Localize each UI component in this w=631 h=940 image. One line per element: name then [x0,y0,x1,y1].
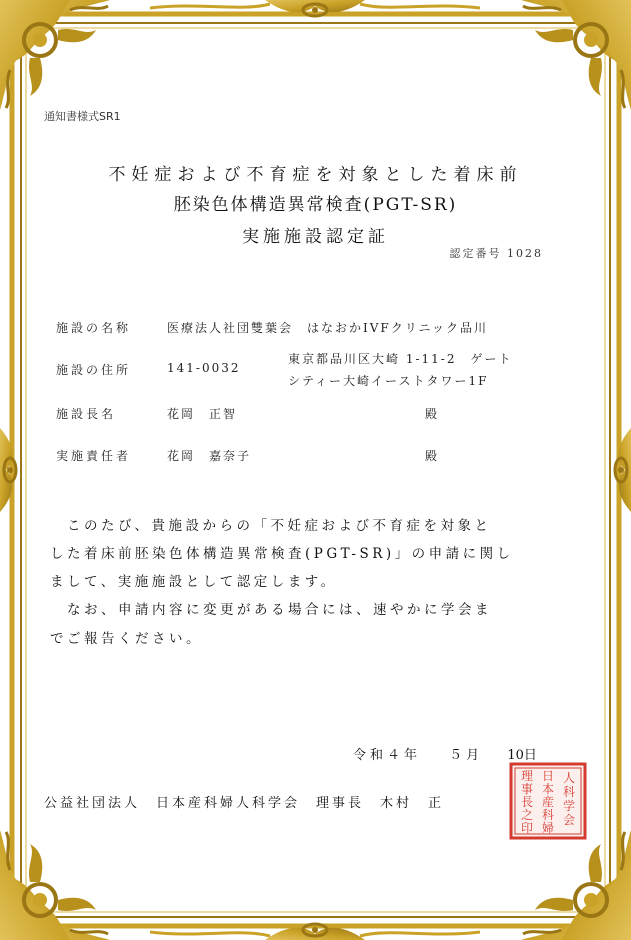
title-line-1: 不妊症および不育症を対象とした着床前 [108,165,523,185]
body-line-5: でご報告ください。 [50,631,203,647]
title-line-3: 実施施設認定証 [242,227,389,247]
svg-text:学: 学 [562,799,576,813]
body-line-2: した着床前胚染色体構造異常検査(PGT-SR)」の申請に関し [50,546,514,562]
facility-address-line-2: シティー大崎イーストタワー1F [288,374,489,388]
title-line-2: 胚染色体構造異常検査(PGT-SR) [173,195,458,215]
facility-name-value: 医療法人社団雙葉会 はなおかIVFクリニック品川 [167,321,489,335]
director-honorific: 殿 [425,407,440,421]
facility-address-label: 施設の住所 [56,363,132,377]
form-identifier: 通知書様式SR1 [44,110,121,123]
svg-text:長: 長 [520,795,534,809]
body-line-1: このたび、貴施設からの「不妊症および不育症を対象と [50,518,492,534]
director-name: 花岡 正智 [167,407,238,421]
svg-text:理: 理 [520,769,534,783]
official-seal-stamp [509,762,587,840]
certificate-number: 認定番号 1028 [449,247,543,260]
facility-name-label: 施設の名称 [56,321,132,335]
body-line-4: なお、申請内容に変更がある場合には、速やかに学会ま [50,602,492,618]
manager-label: 実施責任者 [56,449,132,463]
svg-text:印: 印 [520,821,534,835]
svg-text:科: 科 [562,785,576,799]
manager-honorific: 殿 [425,449,440,463]
svg-text:婦: 婦 [541,821,555,835]
seal-col-3: 人 [562,771,576,785]
body-line-3: まして、実施施設として認定します。 [50,574,338,590]
svg-text:産: 産 [541,795,555,809]
facility-postal-code: 141-0032 [167,361,241,375]
date-era: 令和４年 [353,748,422,763]
date-month: ５月 [449,748,484,763]
svg-text:日: 日 [541,769,555,783]
director-label: 施設長名 [56,407,117,421]
svg-text:会: 会 [562,813,576,827]
issue-date [353,744,537,763]
facility-address-line-1: 東京都品川区大崎 1-11-2 ゲート [288,352,513,366]
svg-text:本: 本 [541,782,555,796]
issuer-organization: 公益社団法人 日本産科婦人科学会 理事長 木村 正 [44,796,445,811]
svg-text:事: 事 [520,782,534,796]
date-day: 10日 [507,748,537,763]
svg-text:之: 之 [520,808,534,822]
svg-text:科: 科 [541,808,555,822]
manager-name: 花岡 嘉奈子 [167,449,252,463]
